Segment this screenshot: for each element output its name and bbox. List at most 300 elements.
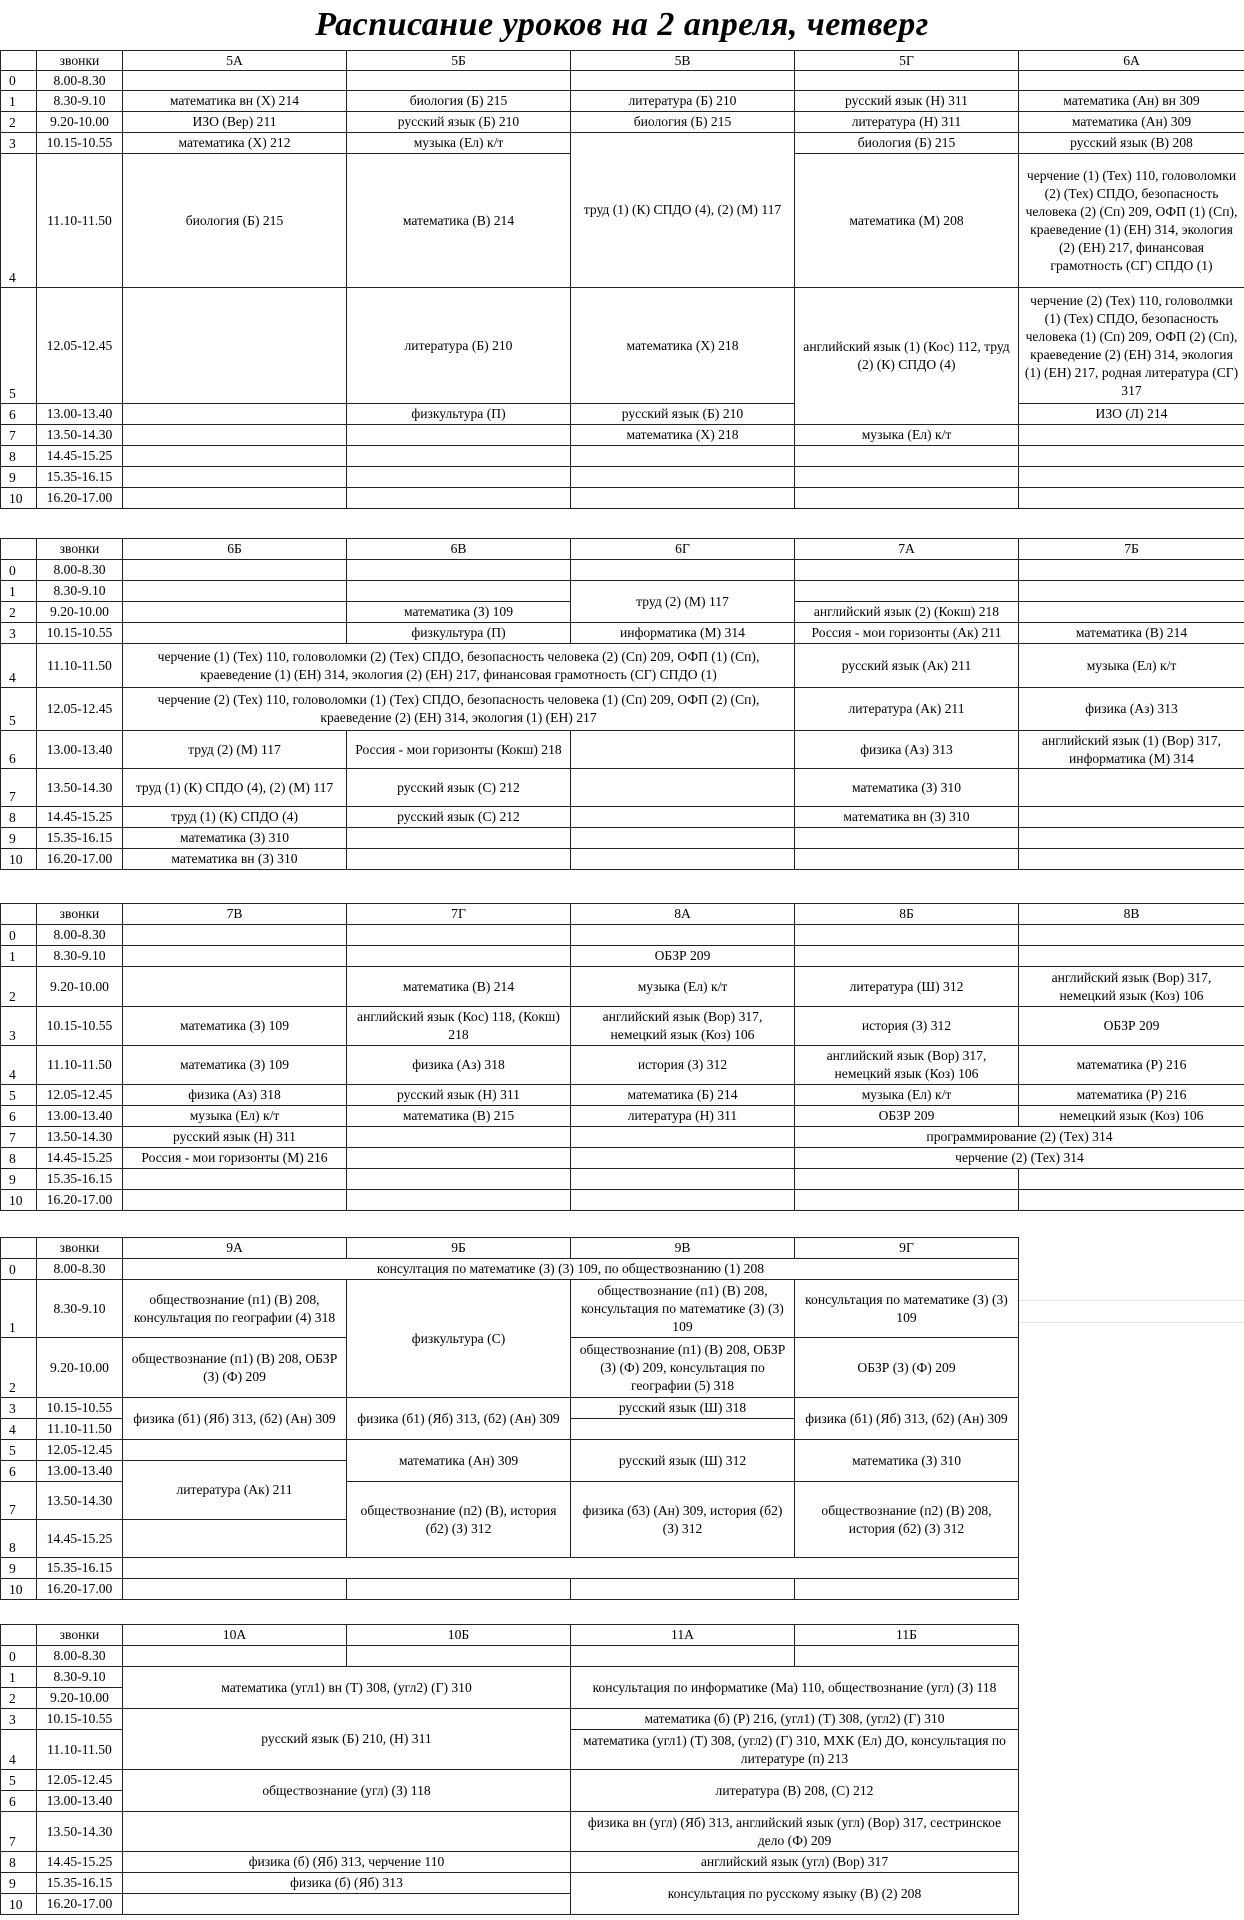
lesson-cell — [123, 1646, 347, 1667]
lesson-number: 6 — [1, 1461, 37, 1482]
lesson-cell: физкультура (С) — [347, 1280, 571, 1398]
lesson-cell — [123, 602, 347, 623]
class-header-11b: 11Б — [795, 1625, 1019, 1646]
lesson-number: 2 — [1, 967, 37, 1007]
row-number-header — [1, 904, 37, 925]
bells-header: звонки — [37, 51, 123, 71]
lesson-cell: литература (Ак) 211 — [123, 1461, 347, 1520]
bell-time: 12.05-12.45 — [37, 688, 123, 731]
bell-time: 8.30-9.10 — [37, 91, 123, 112]
bell-time: 10.15-10.55 — [37, 1007, 123, 1046]
lesson-cell: черчение (2) (Тех) 110, головолмки (1) (Тех) СПДО, безопасность человека (1) (Сп) 209, ОФП (2) (Сп), краеведение (2) (ЕН) 314, экология (1) (ЕН) 217, родная литература (СГ) 317 — [1019, 288, 1244, 404]
lesson-cell: физкультура (П) — [347, 623, 571, 644]
bell-time: 13.50-14.30 — [37, 1127, 123, 1148]
bell-time: 9.20-10.00 — [37, 602, 123, 623]
class-header-10a: 10А — [123, 1625, 347, 1646]
bell-time: 8.00-8.30 — [37, 560, 123, 581]
lesson-number: 10 — [1, 1190, 37, 1211]
lesson-cell: биология (Б) 215 — [571, 112, 795, 133]
bell-time: 13.00-13.40 — [37, 1461, 123, 1482]
bell-time: 15.35-16.15 — [37, 467, 123, 488]
lesson-cell: немецкий язык (Коз) 106 — [1019, 1106, 1244, 1127]
lesson-cell — [347, 560, 571, 581]
lesson-cell: физика (Аз) 313 — [1019, 688, 1244, 731]
lesson-number: 3 — [1, 1709, 37, 1730]
bell-time: 8.00-8.30 — [37, 1646, 123, 1667]
bell-time: 15.35-16.15 — [37, 1873, 123, 1894]
bell-time: 11.10-11.50 — [37, 154, 123, 288]
lesson-cell: английский язык (2) (Кокш) 218 — [795, 602, 1019, 623]
lesson-cell: физика (Аз) 318 — [123, 1085, 347, 1106]
lesson-number: 2 — [1, 602, 37, 623]
lesson-cell — [1019, 425, 1244, 446]
lesson-cell: консультация по математике (З) (3) 109 — [795, 1280, 1019, 1338]
bell-time: 8.30-9.10 — [37, 581, 123, 602]
lesson-cell — [1019, 446, 1244, 467]
lesson-cell: ИЗО (Л) 214 — [1019, 404, 1244, 425]
lesson-cell — [795, 1169, 1019, 1190]
lesson-cell: Россия - мои горизонты (Ак) 211 — [795, 623, 1019, 644]
lesson-number: 9 — [1, 467, 37, 488]
bell-time: 16.20-17.00 — [37, 488, 123, 509]
lesson-cell: физика (б1) (Яб) 313, (б2) (Ан) 309 — [795, 1398, 1019, 1440]
bell-time: 16.20-17.00 — [37, 849, 123, 870]
lesson-number: 6 — [1, 1791, 37, 1812]
class-header-6a: 6А — [1019, 51, 1244, 71]
class-header-9v: 9В — [571, 1238, 795, 1259]
lesson-cell: русский язык (Н) 311 — [795, 91, 1019, 112]
lesson-cell: математика (Х) 218 — [571, 288, 795, 404]
bell-time: 16.20-17.00 — [37, 1190, 123, 1211]
class-header-7g: 7Г — [347, 904, 571, 925]
lesson-cell — [571, 560, 795, 581]
lesson-cell: черчение (1) (Тех) 110, головоломки (2) (Тех) СПДО, безопасность человека (2) (Сп) 209, ОФП (1) (Сп), краеведение (1) (ЕН) 314, экология (2) (ЕН) 217, финансовая грамотность (СГ) СПДО (1) — [123, 644, 795, 688]
bells-header: звонки — [37, 1238, 123, 1259]
lesson-cell — [571, 1169, 795, 1190]
lesson-cell: обществознание (п2) (В), история (б2) (З) 312 — [347, 1482, 571, 1558]
bell-time: 13.50-14.30 — [37, 1482, 123, 1520]
lesson-cell: физика (б3) (Ан) 309, история (б2) (З) 312 — [571, 1482, 795, 1558]
bell-time: 14.45-15.25 — [37, 1852, 123, 1873]
lesson-cell — [1019, 769, 1244, 807]
lesson-cell — [347, 446, 571, 467]
lesson-cell — [571, 1190, 795, 1211]
lesson-number: 6 — [1, 731, 37, 769]
lesson-number: 9 — [1, 1873, 37, 1894]
bell-time: 14.45-15.25 — [37, 1520, 123, 1558]
lesson-cell: русский язык (Б) 210 — [571, 404, 795, 425]
lesson-cell — [795, 581, 1019, 602]
lesson-number: 9 — [1, 828, 37, 849]
lesson-number: 2 — [1, 112, 37, 133]
lesson-cell: математика (В) 214 — [347, 154, 571, 288]
lesson-number: 5 — [1, 288, 37, 404]
lesson-number: 9 — [1, 1169, 37, 1190]
class-header-5v: 5В — [571, 51, 795, 71]
lesson-cell — [123, 946, 347, 967]
lesson-cell — [571, 731, 795, 769]
bell-time: 8.30-9.10 — [37, 1280, 123, 1338]
class-header-10b: 10Б — [347, 1625, 571, 1646]
lesson-cell: обществознание (п1) (В) 208, ОБЗР (З) (Ф) 209 — [123, 1338, 347, 1398]
bell-time: 13.00-13.40 — [37, 404, 123, 425]
lesson-number: 7 — [1, 1482, 37, 1520]
lesson-number: 8 — [1, 1852, 37, 1873]
lesson-cell: математика (Р) 216 — [1019, 1046, 1244, 1085]
bell-time: 11.10-11.50 — [37, 1046, 123, 1085]
lesson-cell: математика (Х) 218 — [571, 425, 795, 446]
lesson-number: 8 — [1, 1520, 37, 1558]
lesson-cell — [1019, 828, 1244, 849]
page-title: Расписание уроков на 2 апреля, четверг — [315, 6, 929, 43]
lesson-cell — [123, 1520, 347, 1558]
lesson-cell — [795, 828, 1019, 849]
lesson-number: 0 — [1, 71, 37, 91]
lesson-cell — [347, 1190, 571, 1211]
lesson-cell: ОБЗР 209 — [1019, 1007, 1244, 1046]
lesson-cell — [795, 446, 1019, 467]
lesson-number: 8 — [1, 446, 37, 467]
lesson-number: 5 — [1, 1440, 37, 1461]
lesson-number: 8 — [1, 1148, 37, 1169]
lesson-cell — [795, 71, 1019, 91]
class-header-6b: 6Б — [123, 539, 347, 560]
lesson-cell — [347, 488, 571, 509]
lesson-cell — [123, 967, 347, 1007]
lesson-cell: физика (б) (Яб) 313 — [123, 1873, 571, 1894]
lesson-cell: русский язык (Б) 210, (Н) 311 — [123, 1709, 571, 1770]
lesson-cell — [1019, 849, 1244, 870]
row-number-header — [1, 539, 37, 560]
lesson-cell — [571, 467, 795, 488]
lesson-cell: обществознание (угл) (З) 118 — [123, 1770, 571, 1812]
lesson-cell — [795, 1190, 1019, 1211]
lesson-cell — [571, 807, 795, 828]
lesson-number: 0 — [1, 1646, 37, 1667]
lesson-number: 0 — [1, 560, 37, 581]
bell-time: 9.20-10.00 — [37, 1688, 123, 1709]
lesson-cell — [123, 925, 347, 946]
lesson-number: 1 — [1, 581, 37, 602]
bell-time: 14.45-15.25 — [37, 807, 123, 828]
lesson-cell: русский язык (С) 212 — [347, 807, 571, 828]
bell-time: 16.20-17.00 — [37, 1579, 123, 1600]
bell-time: 15.35-16.15 — [37, 1558, 123, 1579]
lesson-cell: математика (З) 109 — [347, 602, 571, 623]
class-header-5g: 5Г — [795, 51, 1019, 71]
lesson-cell: труд (2) (М) 117 — [571, 581, 795, 623]
lesson-number: 3 — [1, 1007, 37, 1046]
lesson-cell: физкультура (П) — [347, 404, 571, 425]
lesson-cell — [123, 560, 347, 581]
lesson-cell — [347, 1127, 571, 1148]
lesson-cell: русский язык (Ш) 318 — [571, 1398, 795, 1419]
lesson-number: 5 — [1, 1770, 37, 1791]
bell-time: 11.10-11.50 — [37, 1419, 123, 1440]
lesson-cell — [1019, 807, 1244, 828]
lesson-cell: математика (З) 109 — [123, 1007, 347, 1046]
lesson-cell: русский язык (Ш) 312 — [571, 1440, 795, 1482]
lesson-cell — [571, 1127, 795, 1148]
lesson-number: 1 — [1, 91, 37, 112]
lesson-cell — [795, 488, 1019, 509]
bell-time: 16.20-17.00 — [37, 1894, 123, 1915]
lesson-cell — [123, 1558, 1019, 1579]
lesson-cell: история (З) 312 — [571, 1046, 795, 1085]
lesson-cell — [571, 849, 795, 870]
lesson-number: 7 — [1, 769, 37, 807]
lesson-cell: ОБЗР (З) (Ф) 209 — [795, 1338, 1019, 1398]
lesson-number: 4 — [1, 154, 37, 288]
bell-time: 11.10-11.50 — [37, 644, 123, 688]
lesson-cell — [1019, 1190, 1244, 1211]
lesson-number: 2 — [1, 1338, 37, 1398]
lesson-cell — [571, 488, 795, 509]
lesson-number: 10 — [1, 1894, 37, 1915]
bell-time: 8.00-8.30 — [37, 925, 123, 946]
class-header-6g: 6Г — [571, 539, 795, 560]
lesson-cell — [1019, 488, 1244, 509]
lesson-cell: математика (Ан) вн 309 — [1019, 91, 1244, 112]
lesson-cell — [123, 581, 347, 602]
lesson-cell: история (З) 312 — [795, 1007, 1019, 1046]
bell-time: 9.20-10.00 — [37, 967, 123, 1007]
lesson-cell: труд (1) (К) СПДО (4) — [123, 807, 347, 828]
lesson-cell — [571, 1646, 795, 1667]
bell-time: 13.50-14.30 — [37, 769, 123, 807]
lesson-cell — [571, 769, 795, 807]
lesson-cell: музыка (Ел) к/т — [795, 425, 1019, 446]
lesson-cell — [795, 560, 1019, 581]
lesson-cell: труд (1) (К) СПДО (4), (2) (М) 117 — [571, 133, 795, 288]
bell-time: 14.45-15.25 — [37, 1148, 123, 1169]
lesson-cell: Россия - мои горизонты (М) 216 — [123, 1148, 347, 1169]
lesson-number: 1 — [1, 946, 37, 967]
lesson-cell — [1019, 467, 1244, 488]
class-header-8v: 8В — [1019, 904, 1244, 925]
lesson-cell — [571, 1579, 795, 1600]
bell-time: 13.00-13.40 — [37, 731, 123, 769]
bell-time: 9.20-10.00 — [37, 1338, 123, 1398]
lesson-cell — [123, 1579, 347, 1600]
bells-header: звонки — [37, 904, 123, 925]
lesson-cell — [571, 828, 795, 849]
lesson-cell — [795, 1646, 1019, 1667]
lesson-cell: ОБЗР 209 — [571, 946, 795, 967]
lesson-cell — [347, 425, 571, 446]
lesson-cell — [123, 467, 347, 488]
lesson-cell: русский язык (Б) 210 — [347, 112, 571, 133]
class-header-7a: 7А — [795, 539, 1019, 560]
bell-time: 10.15-10.55 — [37, 1709, 123, 1730]
lesson-cell — [347, 925, 571, 946]
lesson-cell: литература (Н) 311 — [571, 1106, 795, 1127]
lesson-cell — [347, 71, 571, 91]
lesson-cell — [1019, 946, 1244, 967]
lesson-cell: русский язык (С) 212 — [347, 769, 571, 807]
lesson-cell — [123, 1169, 347, 1190]
lesson-number: 1 — [1, 1667, 37, 1688]
lesson-cell — [347, 849, 571, 870]
bell-time: 15.35-16.15 — [37, 1169, 123, 1190]
class-header-8b: 8Б — [795, 904, 1019, 925]
lesson-cell: английский язык (Вор) 317, немецкий язык (Коз) 106 — [1019, 967, 1244, 1007]
class-header-9b: 9Б — [347, 1238, 571, 1259]
lesson-cell — [1019, 581, 1244, 602]
lesson-cell: обществознание (п2) (В) 208, история (б2) (З) 312 — [795, 1482, 1019, 1558]
lesson-cell — [123, 488, 347, 509]
lesson-cell — [1019, 1169, 1244, 1190]
bell-time: 8.00-8.30 — [37, 1259, 123, 1280]
lesson-cell: программирование (2) (Тех) 314 — [795, 1127, 1244, 1148]
lesson-cell — [123, 1190, 347, 1211]
schedule-block-9a-9g — [0, 1237, 1019, 1600]
lesson-number: 3 — [1, 1398, 37, 1419]
bell-time: 13.00-13.40 — [37, 1791, 123, 1812]
lesson-number: 3 — [1, 623, 37, 644]
class-header-7v: 7В — [123, 904, 347, 925]
lesson-cell: черчение (2) (Тех) 110, головоломки (1) (Тех) СПДО, безопасность человека (1) (Сп) 209, ОФП (2) (Сп), краеведение (2) (ЕН) 314, экология (1) (ЕН) 217 — [123, 688, 795, 731]
lesson-cell: математика (З) 310 — [795, 1440, 1019, 1482]
lesson-cell: русский язык (В) 208 — [1019, 133, 1244, 154]
lesson-cell — [1019, 925, 1244, 946]
lesson-number: 0 — [1, 1259, 37, 1280]
class-header-5b: 5Б — [347, 51, 571, 71]
lesson-cell: английский язык (Вор) 317, немецкий язык (Коз) 106 — [795, 1046, 1019, 1085]
lesson-cell: физика (б) (Яб) 313, черчение 110 — [123, 1852, 571, 1873]
lesson-cell — [347, 581, 571, 602]
class-header-6v: 6В — [347, 539, 571, 560]
lesson-cell — [123, 425, 347, 446]
lesson-cell — [1019, 71, 1244, 91]
bell-time: 10.15-10.55 — [37, 133, 123, 154]
lesson-cell: музыка (Ел) к/т — [571, 967, 795, 1007]
lesson-cell: физика (б1) (Яб) 313, (б2) (Ан) 309 — [347, 1398, 571, 1440]
bells-header: звонки — [37, 1625, 123, 1646]
lesson-cell: физика (Аз) 313 — [795, 731, 1019, 769]
lesson-cell: физика (б1) (Яб) 313, (б2) (Ан) 309 — [123, 1398, 347, 1440]
lesson-number: 4 — [1, 1046, 37, 1085]
lesson-cell — [795, 1579, 1019, 1600]
lesson-cell: информатика (М) 314 — [571, 623, 795, 644]
lesson-cell: математика (Х) 212 — [123, 133, 347, 154]
class-header-5a: 5А — [123, 51, 347, 71]
lesson-number: 6 — [1, 1106, 37, 1127]
lesson-number: 7 — [1, 1812, 37, 1852]
lesson-cell — [571, 925, 795, 946]
lesson-cell: английский язык (Кос) 118, (Кокш) 218 — [347, 1007, 571, 1046]
schedule-block-10a-11b — [0, 1624, 1019, 1915]
lesson-cell — [347, 1148, 571, 1169]
schedule-block-7v-8v — [0, 903, 1244, 1211]
bell-time: 10.15-10.55 — [37, 623, 123, 644]
lesson-cell: физика (Аз) 318 — [347, 1046, 571, 1085]
lesson-number: 1 — [1, 1280, 37, 1338]
lesson-cell: английский язык (угл) (Вор) 317 — [571, 1852, 1019, 1873]
lesson-cell — [123, 623, 347, 644]
schedule-block-5a-6a — [0, 50, 1244, 509]
bell-time: 13.50-14.30 — [37, 425, 123, 446]
lesson-cell: литература (Ак) 211 — [795, 688, 1019, 731]
lesson-cell: черчение (1) (Тех) 110, головоломки (2) (Тех) СПДО, безопасность человека (2) (Сп) 209, ОФП (1) (Сп), краеведение (1) (ЕН) 314, экология (2) (ЕН) 217, финансовая грамотность (СГ) СПДО (1) — [1019, 154, 1244, 288]
lesson-number: 7 — [1, 425, 37, 446]
bell-time: 12.05-12.45 — [37, 1440, 123, 1461]
bell-time: 12.05-12.45 — [37, 1085, 123, 1106]
lesson-cell — [571, 1419, 795, 1440]
class-header-9g: 9Г — [795, 1238, 1019, 1259]
lesson-cell: математика вн (З) 310 — [123, 849, 347, 870]
lesson-cell: обществознание (п1) (В) 208, консультация по математике (З) (3) 109 — [571, 1280, 795, 1338]
bell-time: 12.05-12.45 — [37, 1770, 123, 1791]
row-number-header — [1, 1238, 37, 1259]
lesson-cell — [347, 1169, 571, 1190]
lesson-cell: английский язык (1) (Кос) 112, труд (2) (К) СПДО (4) — [795, 288, 1019, 425]
lesson-cell — [347, 467, 571, 488]
lesson-cell: русский язык (Ак) 211 — [795, 644, 1019, 688]
lesson-cell: ОБЗР 209 — [795, 1106, 1019, 1127]
lesson-cell: математика (Р) 216 — [1019, 1085, 1244, 1106]
bell-time: 8.00-8.30 — [37, 71, 123, 91]
lesson-cell: математика (Ан) 309 — [1019, 112, 1244, 133]
lesson-number: 4 — [1, 1419, 37, 1440]
lesson-cell: математика вн (З) 310 — [795, 807, 1019, 828]
lesson-cell: математика (З) 310 — [795, 769, 1019, 807]
lesson-number: 4 — [1, 1730, 37, 1770]
lesson-cell: литература (Б) 210 — [571, 91, 795, 112]
lesson-cell: консультация по русскому языку (В) (2) 208 — [571, 1873, 1019, 1915]
bells-header: звонки — [37, 539, 123, 560]
lesson-cell — [795, 925, 1019, 946]
lesson-cell: биология (Б) 215 — [347, 91, 571, 112]
lesson-cell: Россия - мои горизонты (Кокш) 218 — [347, 731, 571, 769]
lesson-number: 10 — [1, 488, 37, 509]
lesson-cell — [123, 71, 347, 91]
class-header-11a: 11А — [571, 1625, 795, 1646]
lesson-number: 5 — [1, 688, 37, 731]
lesson-cell — [347, 946, 571, 967]
bell-time: 13.50-14.30 — [37, 1812, 123, 1852]
lesson-cell: обществознание (п1) (В) 208, ОБЗР (З) (Ф) 209, консультация по географии (5) 318 — [571, 1338, 795, 1398]
lesson-cell: музыка (Ел) к/т — [123, 1106, 347, 1127]
lesson-cell — [123, 1894, 571, 1915]
lesson-cell: английский язык (Вор) 317, немецкий язык (Коз) 106 — [571, 1007, 795, 1046]
lesson-cell — [571, 71, 795, 91]
bell-time: 12.05-12.45 — [37, 288, 123, 404]
lesson-cell: математика (В) 214 — [1019, 623, 1244, 644]
lesson-cell — [571, 446, 795, 467]
class-header-9a: 9А — [123, 1238, 347, 1259]
lesson-number: 7 — [1, 1127, 37, 1148]
class-header-7b: 7Б — [1019, 539, 1244, 560]
lesson-cell: биология (Б) 215 — [123, 154, 347, 288]
lesson-cell — [795, 467, 1019, 488]
lesson-cell — [347, 828, 571, 849]
bell-time: 15.35-16.15 — [37, 828, 123, 849]
schedule-block-6b-7b — [0, 538, 1244, 870]
lesson-cell — [123, 1440, 347, 1461]
row-number-header — [1, 1625, 37, 1646]
lesson-cell: черчение (2) (Тех) 314 — [795, 1148, 1244, 1169]
lesson-cell — [795, 849, 1019, 870]
lesson-cell: музыка (Ел) к/т — [1019, 644, 1244, 688]
lesson-cell: литература (В) 208, (С) 212 — [571, 1770, 1019, 1812]
lesson-number: 9 — [1, 1558, 37, 1579]
lesson-cell: физика вн (угл) (Яб) 313, английский язык (угл) (Вор) 317, сестринское дело (Ф) 209 — [571, 1812, 1019, 1852]
lesson-cell — [1019, 602, 1244, 623]
lesson-cell: литература (Н) 311 — [795, 112, 1019, 133]
lesson-cell: консултация по математике (З) (3) 109, по обществознанию (1) 208 — [123, 1259, 1019, 1280]
lesson-cell: математика (М) 208 — [795, 154, 1019, 288]
